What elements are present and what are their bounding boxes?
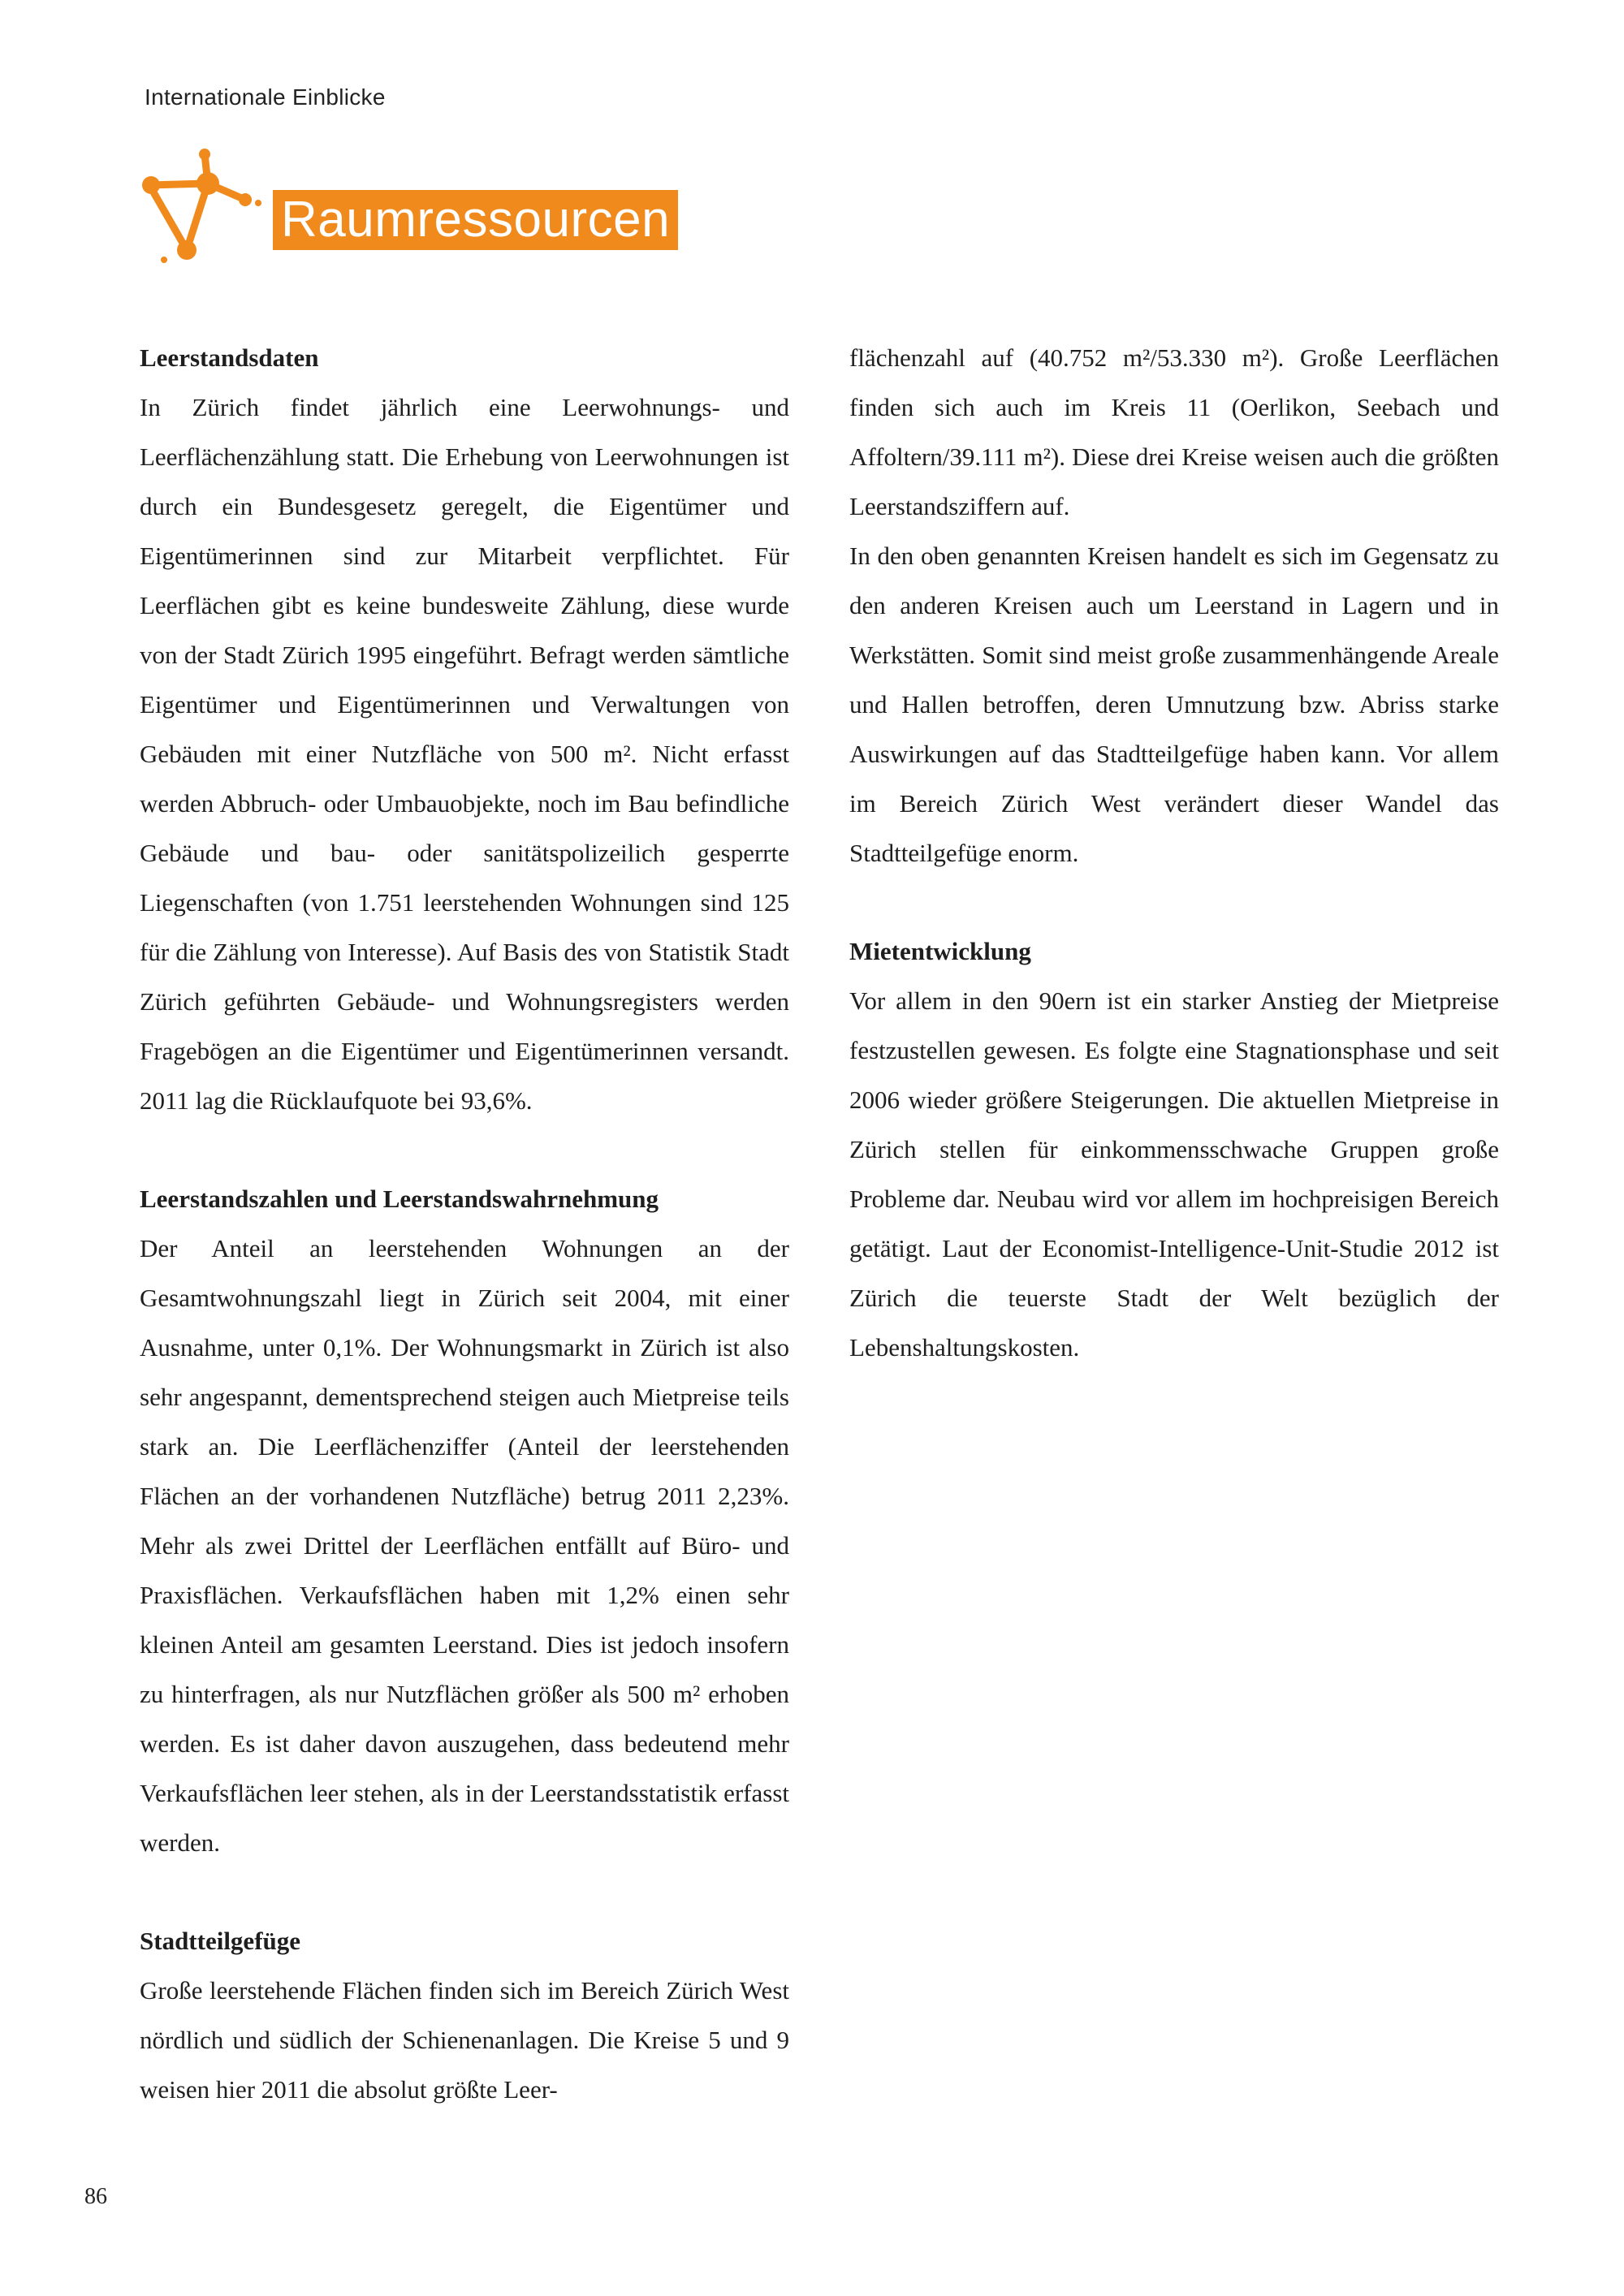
page-number: 86 (84, 2184, 107, 2209)
left-column (140, 333, 789, 2163)
body-paragraph: Der Anteil an leerstehenden Wohnungen an der Gesamtwohnungszahl liegt in Zürich seit 2004, mit einer Ausnahme, unter 0,1%. Der Wohnungsmarkt in Zürich ist also sehr angespannt, dementsprechend steigen auch Mietpreise teils stark an. Die Leerflächenziffer (Anteil der leerstehenden Flächen an der vorhandenen Nutzfläche) betrug 2011 2,23%. Mehr als zwei Drittel der Leerflächen entfällt auf Büro- und Praxisflächen. Verkaufsflächen haben mit 1,2% einen sehr kleinen Anteil am gesamten Leerstand. Dies ist jedoch insofern zu hinterfragen, als nur Nutzflächen größer als 500 m² erhoben werden. Es ist daher davon auszugehen, dass bedeutend mehr Verkaufsflächen leer stehen, als in der Leerstandsstatistik erfasst werden. (140, 1234, 789, 1857)
section-title: Raumressourcen (281, 192, 671, 248)
section-leerstandsdaten (140, 333, 789, 1125)
section-title-banner (273, 190, 678, 250)
running-header: Internationale Einblicke (145, 84, 386, 110)
section-leerstandszahlen (140, 1174, 789, 1867)
section-mietentwicklung (849, 926, 1499, 1372)
section-heading: Leerstandszahlen und Leerstandswahrnehmung (140, 1185, 659, 1213)
right-column (849, 333, 1499, 1421)
body-paragraph: Große leerstehende Flächen finden sich im Bereich Zürich West nördlich und südlich der Schienenanlagen. Die Kreise 5 und 9 weisen hier 2011 die absolut größte Leer- (140, 1976, 789, 2104)
body-paragraph: In Zürich findet jährlich eine Leerwohnungs- und Leerflächenzählung statt. Die Erhebung von Leerwohnungen ist durch ein Bundesgesetz geregelt, die Eigentümer und Eigentümerinnen sind zur Mitarbeit verpflichtet. Für Leerflächen gibt es keine bundesweite Zählung, diese wurde von der Stadt Zürich 1995 eingeführt. Befragt werden sämtliche Eigentümer und Eigentümerinnen und Verwaltungen von Gebäuden mit einer Nutzfläche von 500 m². Nicht erfasst werden Abbruch- oder Umbauobjekte, noch im Bau befindliche Gebäude und bau- oder sanitätspolizeilich gesperrte Liegenschaften (von 1.751 leerstehenden Wohnungen sind 125 für die Zählung von Interesse). Auf Basis des von Statistik Stadt Zürich geführten Gebäude- und Wohnungsregisters werden Fragebögen an die Eigentümer und Eigentümerinnen versandt. 2011 lag die Rücklaufquote bei 93,6%. (140, 393, 789, 1115)
section-stadtteilgefuege (140, 1916, 789, 2114)
body-paragraph: Vor allem in den 90ern ist ein starker Anstieg der Mietpreise festzustellen gewesen. Es folgte eine Stagnationsphase und seit 2006 wieder größere Steigerungen. Die aktuellen Mietpreise in Zürich stellen für einkommensschwache Gruppen große Probleme dar. Neubau wird vor allem im hochpreisigen Bereich getätigt. Laut der Economist-Intelligence-Unit-Studie 2012 ist Zürich die teuerste Stadt der Welt bezüglich der Lebenshaltungskosten. (849, 986, 1499, 1362)
section-heading: Stadtteilgefüge (140, 1927, 301, 1955)
section-heading: Mietentwicklung (849, 937, 1031, 965)
molecule-network-icon (140, 146, 261, 268)
body-paragraph: In den oben genannten Kreisen handelt es sich im Gegensatz zu den anderen Kreisen auch um Leerstand in Lagern und in Werkstätten. Somit sind meist große zusammenhängende Areale und Hallen betroffen, deren Umnutzung bzw. Abriss starke Auswirkungen auf das Stadtteilgefüge haben kann. Vor allem im Bereich Zürich West verändert dieser Wandel das Stadtteilgefüge enorm. (849, 542, 1499, 867)
section-heading: Leerstandsdaten (140, 343, 319, 372)
body-paragraph: flächenzahl auf (40.752 m²/53.330 m²). Große Leerflächen finden sich auch im Kreis 11 (Oerlikon, Seebach und Affoltern/39.111 m²). Diese drei Kreise weisen auch die größten Leerstandsziffern auf. (849, 343, 1499, 520)
section-continuation (849, 333, 1499, 878)
